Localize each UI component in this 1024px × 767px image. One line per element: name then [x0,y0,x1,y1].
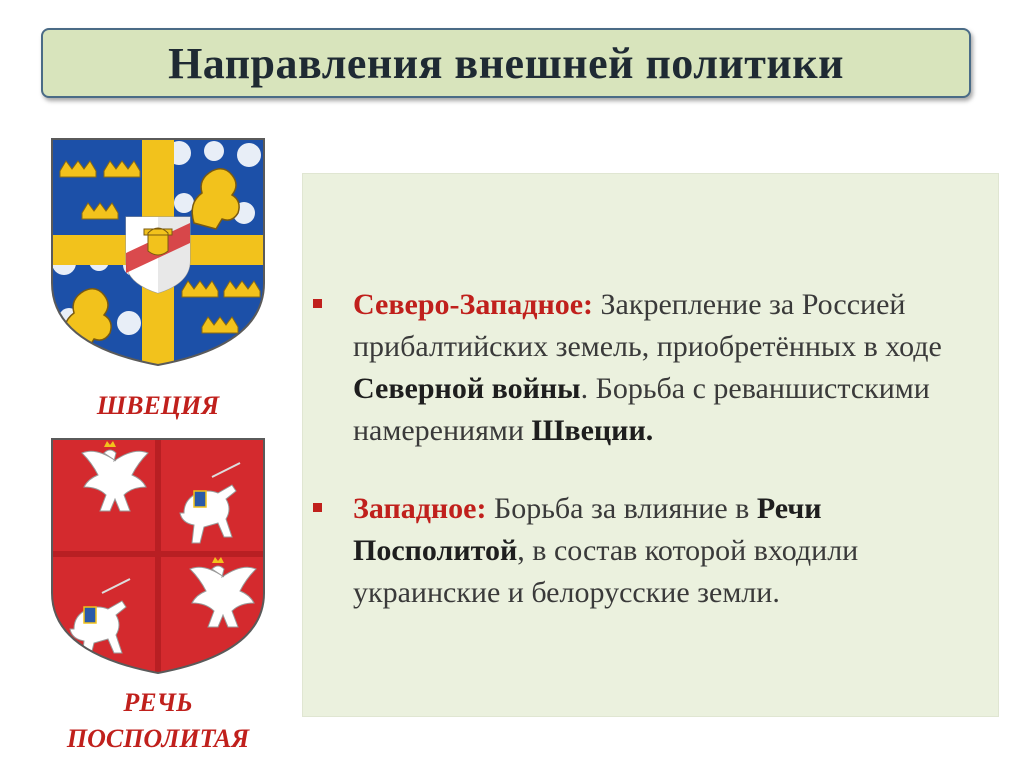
list-item-text [353,488,983,614]
item-highlight-1: Речи Посполитой [353,492,822,567]
item-text-2: . Борьба с реваншистскими намерениями [353,372,930,447]
page-title: Направления внешней политики [168,38,844,88]
caption-rzecz-line1: РЕЧЬ [123,688,193,717]
item-highlight-2: Швеции. [531,414,654,447]
list-item-text [353,284,983,452]
list-item-west [313,488,983,614]
item-text-2: , в состав которой входили украинские и белорусские земли. [353,534,859,609]
sweden-coat-of-arms [44,133,272,370]
item-highlight-1: Северной войны [353,372,581,405]
bullet-square-icon [313,299,322,308]
item-term: Северо-Западное: [353,288,594,321]
bullet-square-icon [313,503,322,512]
list-item-northwest [313,284,983,452]
title-banner [41,28,971,98]
caption-sweden: ШВЕЦИЯ [96,391,220,420]
caption-rzeczpospolita [20,685,296,757]
item-term: Западное: [353,492,487,525]
rzeczpospolita-coat-of-arms [44,433,272,678]
item-text-1: Борьба за влияние в [486,492,757,525]
caption-rzecz-line2: ПОСПОЛИТАЯ [66,724,250,753]
content-panel [302,173,999,717]
item-text-1: Закрепление за Россией прибалтийских земель, приобретённых в ходе [353,288,942,363]
